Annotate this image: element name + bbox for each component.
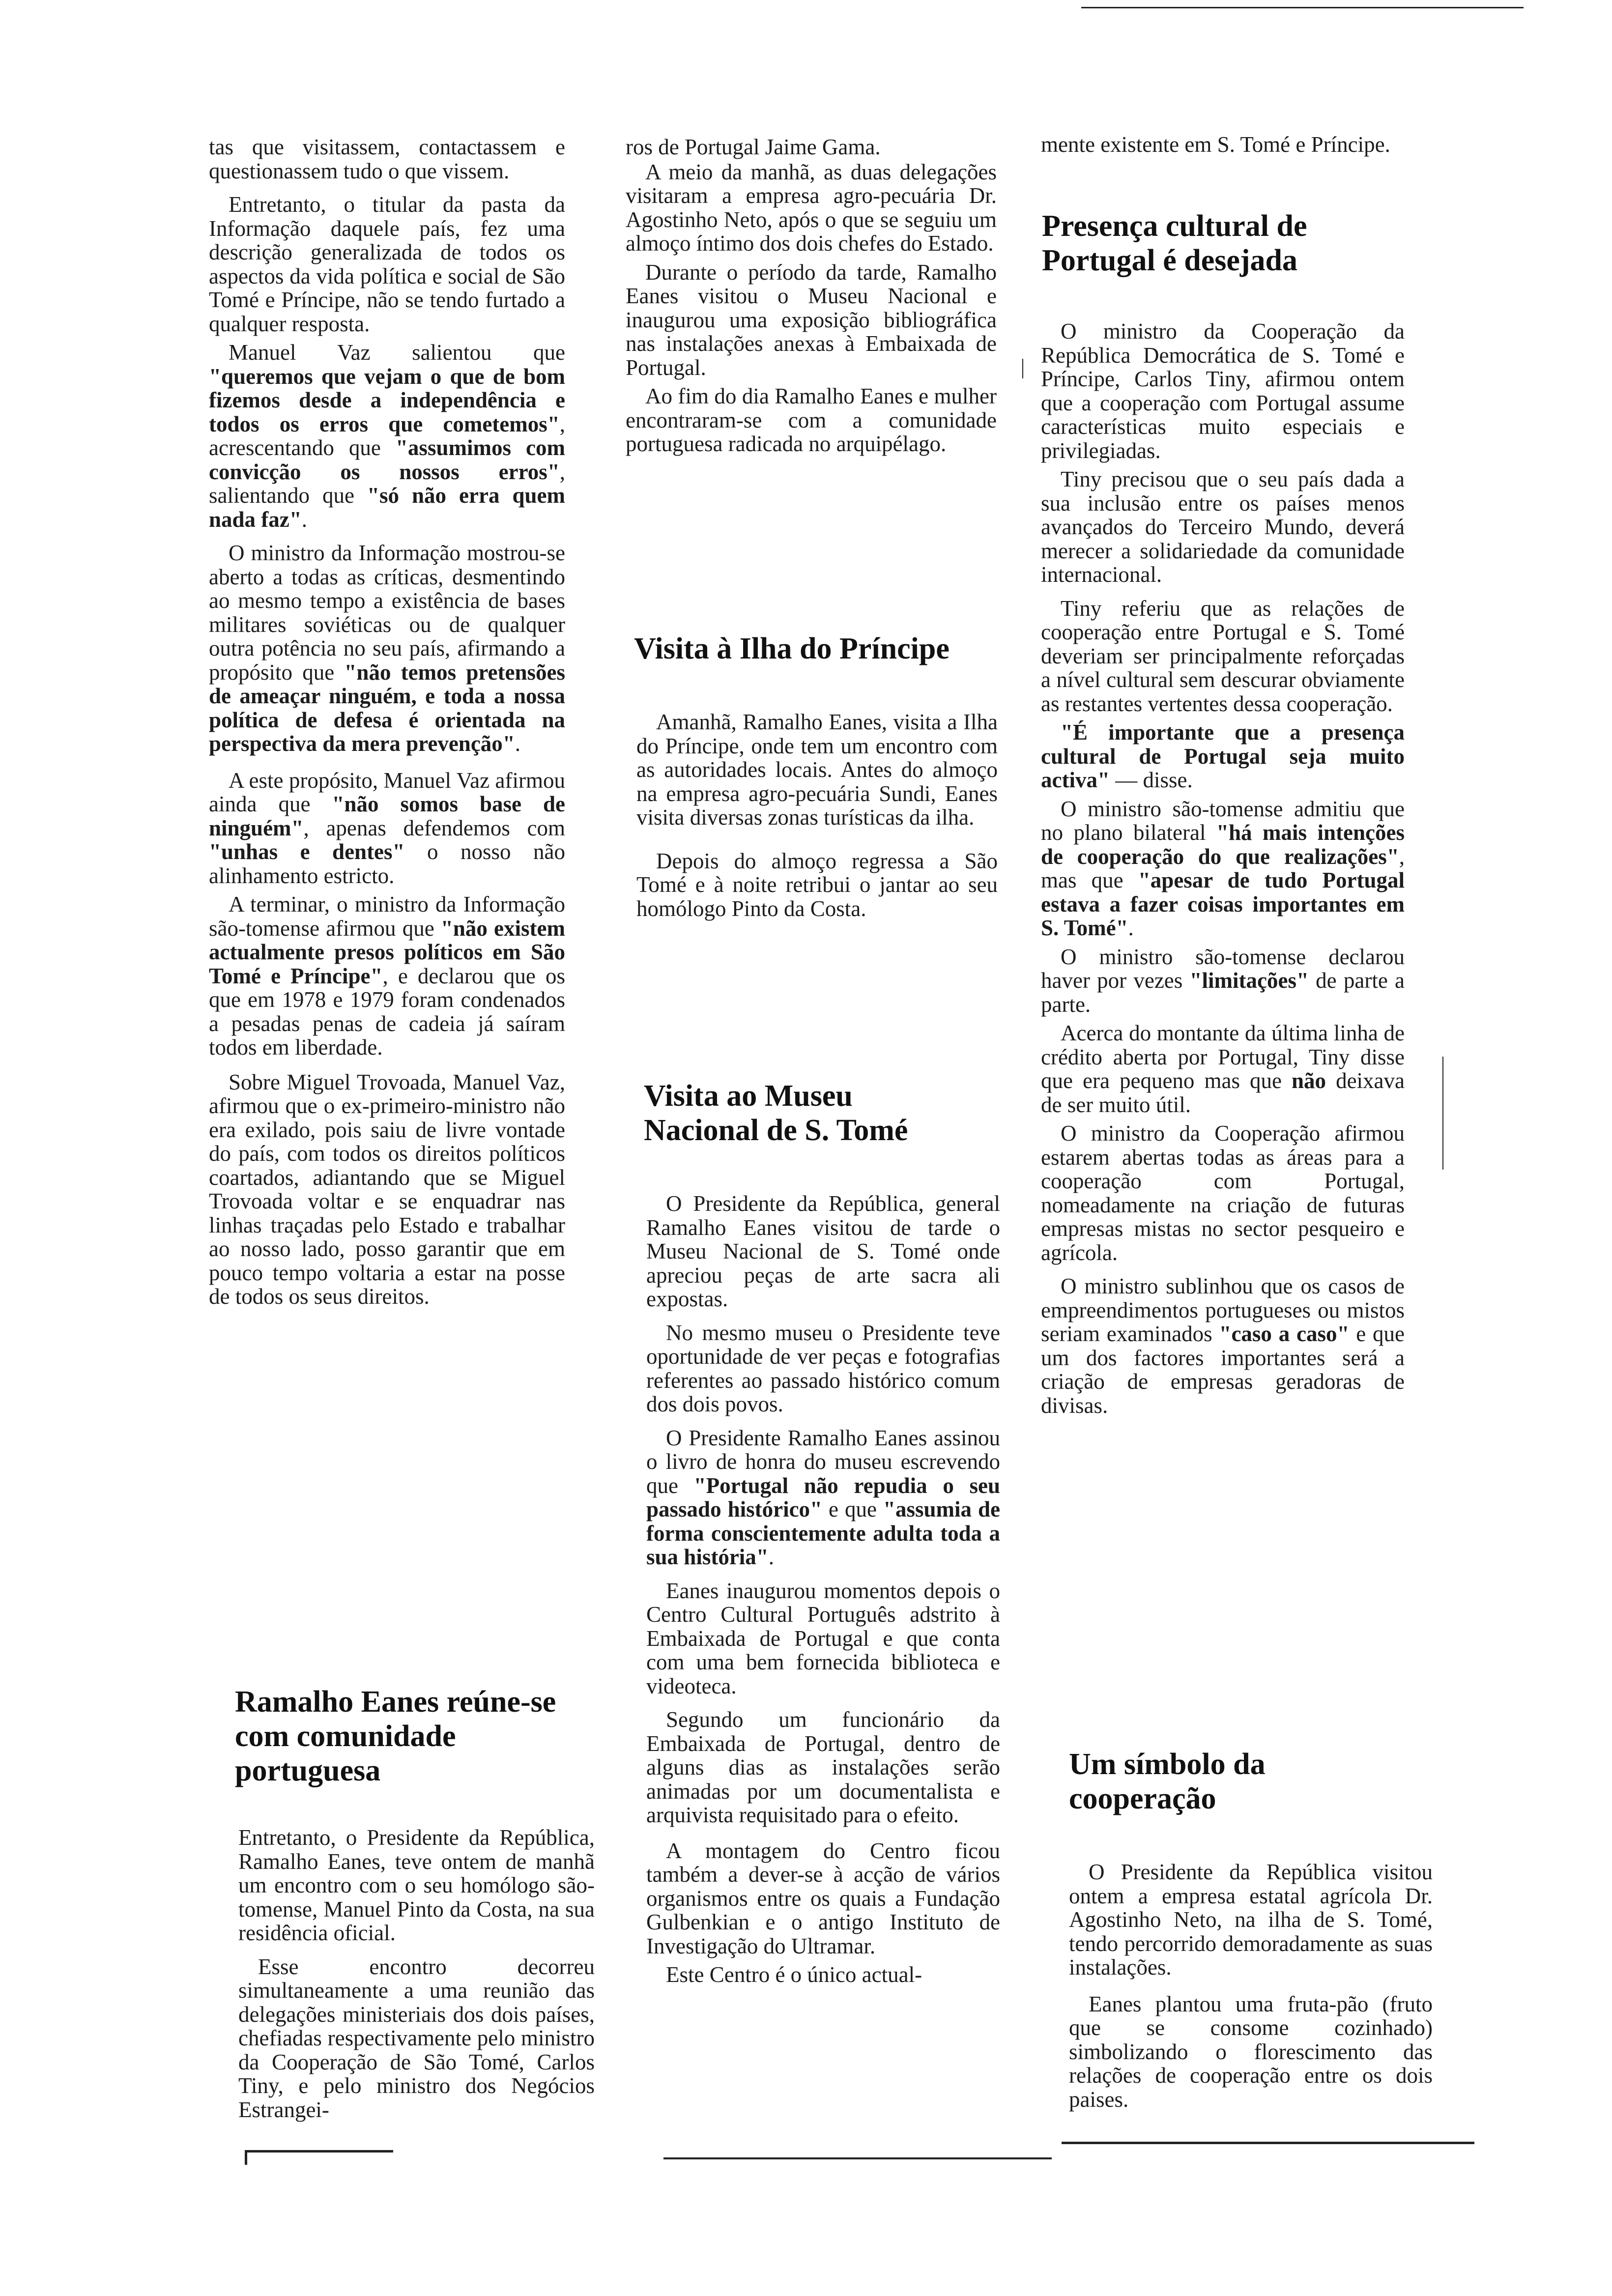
- column-2-museu: [646, 1192, 1000, 1992]
- column-1: [209, 135, 565, 1314]
- paragraph: ros de Portugal Jaime Gama.: [626, 135, 881, 159]
- paragraph: O ministro da Cooperação afirmou estarem abertas todas as áreas para a cooperação com Portugal, nomeadamente na criação de futuras empresas mistas no sector pesqueiro e agrícola.: [1041, 1121, 1405, 1265]
- paragraph: O ministro são-tomense admitiu que no plano bilateral "há mais intenções de cooperação do que realizações", mas que "apesar de tudo Portugal estava a fazer coisas importantes em S. Tomé".: [1041, 796, 1405, 940]
- paragraph: O Presidente da República, general Ramalho Eanes visitou de tarde o Museu Nacional de S. Tomé onde apreciou peças de arte sacra ali expostas.: [646, 1191, 1000, 1311]
- heading-visita-ilha-principe: Visita à Ilha do Príncipe: [634, 632, 950, 665]
- column-2-principe: [636, 710, 998, 925]
- bottom-rule-col1-tick: [245, 2150, 247, 2165]
- paragraph: Ao fim do dia Ramalho Eanes e mulher encontraram-se com a comunidade portuguesa radicada no arquipélago.: [626, 384, 997, 456]
- paragraph: "É importante que a presença cultural de Portugal seja muito activa" — disse.: [1041, 720, 1405, 792]
- paragraph: Depois do almoço regressa a São Tomé e à noite retribui o jantar ao seu homólogo Pinto da Costa.: [636, 848, 998, 921]
- paragraph: A este propósito, Manuel Vaz afirmou ainda que "não somos base de ninguém", apenas defendemos com "unhas e dentes" o nosso não alinhamento estricto.: [209, 768, 566, 888]
- bottom-rule-col1: [246, 2150, 393, 2152]
- bottom-rule-col2: [663, 2157, 1052, 2159]
- heading-ramalho-eanes-reune: Ramalho Eanes reúne-se com comunidade portuguesa: [235, 1685, 556, 1787]
- column-2: [626, 135, 997, 461]
- column-3-simbolo: [1069, 1860, 1433, 2116]
- paragraph: Tiny precisou que o seu país dada a sua inclusão entre os países menos avançados do Terceiro Mundo, deverá merecer a solidariedade da comunidade internacional.: [1041, 467, 1405, 587]
- paragraph: Tiny referiu que as relações de cooperação entre Portugal e S. Tomé deveriam ser principalmente reforçadas a nível cultural sem descurar obviamente as restantes vertentes dessa cooperação.: [1041, 596, 1405, 716]
- paragraph: Entretanto, o Presidente da República, Ramalho Eanes, teve ontem de manhã um encontro com o seu homólogo são-tomense, Manuel Pinto da Costa, na sua residência oficial.: [238, 1825, 595, 1945]
- heading-visita-museu: Visita ao Museu Nacional de S. Tomé: [644, 1079, 908, 1147]
- column-rule-right: [1442, 1057, 1443, 1170]
- paragraph: O ministro são-tomense declarou haver por vezes "limitações" de parte a parte.: [1041, 944, 1405, 1017]
- paragraph: Manuel Vaz salientou que "queremos que vejam o que de bom fizemos desde a independência e todos os erros que cometemos", acrescentando que "assumimos com convicção os nossos erros", salientando que "só não erra quem nada faz".: [209, 340, 565, 532]
- paragraph: Acerca do montante da última linha de crédito aberta por Portugal, Tiny disse que era pequeno mas que não deixava de ser muito útil.: [1041, 1021, 1405, 1117]
- paragraph: O Presidente Ramalho Eanes assinou o livro de honra do museu escrevendo que "Portugal não repudia o seu passado histórico" e que "assumia de forma conscientemente adulta toda a sua história".: [646, 1425, 1000, 1569]
- paragraph: Eanes inaugurou momentos depois o Centro Cultural Português adstrito à Embaixada de Portugal e que conta com uma bem fornecida biblioteca e videoteca.: [646, 1578, 1000, 1698]
- paragraph: Esse encontro decorreu simultaneamente a uma reunião das delegações ministeriais dos dois países, chefiadas respectivamente pelo ministro da Cooperação de São Tomé, Carlos Tiny, e pelo ministro dos Negócios Estrangei-: [238, 1954, 595, 2122]
- paragraph: O ministro da Cooperação da República Democrática de S. Tomé e Príncipe, Carlos Tiny, afirmou ontem que a cooperação com Portugal assume características muito especiais e privilegiadas.: [1041, 319, 1405, 463]
- paragraph: Segundo um funcionário da Embaixada de Portugal, dentro de alguns dias as instalações serão animadas por um documentalista e arquivista requisitado para o efeito.: [646, 1707, 1000, 1827]
- paragraph: A meio da manhã, as duas delegações visitaram a empresa agro-pecuária Dr. Agostinho Neto, após o que se seguiu um almoço íntimo dos dois chefes do Estado.: [626, 159, 997, 256]
- column-3-presenca: [1041, 319, 1405, 1422]
- paragraph: O ministro da Informação mostrou-se aberto a todas as críticas, desmentindo ao mesmo tempo a existência de bases militares soviéticas ou de qualquer outra potência no seu país, afirmando a propósito que "não temos pretensões de ameaçar ninguém, e toda a nossa política de defesa é orientada na perspectiva da mera prevenção".: [209, 541, 565, 756]
- column-1-lower: [238, 1826, 595, 2126]
- top-rule: [1081, 7, 1524, 8]
- bottom-rule-col3: [1062, 2142, 1474, 2144]
- column-3: [1041, 133, 1405, 162]
- paragraph: mente existente em S. Tomé e Príncipe.: [1041, 132, 1390, 157]
- paragraph: O Presidente da República visitou ontem a empresa estatal agrícola Dr. Agostinho Neto, na ilha de S. Tomé, tendo percorrido demoradamente as suas instalações.: [1069, 1860, 1433, 1980]
- paragraph: Eanes plantou uma fruta-pão (fruto que se consome cozinhado) simbolizando o florescimento das relações de cooperação entre os dois paises.: [1069, 1991, 1433, 2112]
- paragraph: Amanhã, Ramalho Eanes, visita a Ilha do Príncipe, onde tem um encontro com as autoridades locais. Antes do almoço na empresa agro-pecuária Sundi, Eanes visita diversas zonas turísticas da ilha.: [636, 710, 998, 830]
- paragraph: A terminar, o ministro da Informação são-tomense afirmou que "não existem actualmente presos políticos em São Tomé e Príncipe", e declarou que os que em 1978 e 1979 foram condenados a pesadas penas de cadeia já saíram todos em liberdade.: [209, 892, 565, 1060]
- heading-presenca-cultural: Presença cultural de Portugal é desejada: [1042, 209, 1307, 277]
- paragraph: No mesmo museu o Presidente teve oportunidade de ver peças e fotografias referentes ao passado histórico comum dos dois povos.: [646, 1320, 1000, 1416]
- column-rule-2-3: [1022, 359, 1023, 378]
- paragraph: tas que visitassem, contactassem e questionassem tudo o que vissem.: [209, 135, 565, 183]
- paragraph: O ministro sublinhou que os casos de empreendimentos portugueses ou mistos seriam examinados "caso a caso" e que um dos factores importantes será a criação de empresas geradoras de divisas.: [1041, 1274, 1405, 1418]
- paragraph: Entretanto, o titular da pasta da Informação daquele país, fez uma descrição generalizada de todos os aspectos da vida política e social de São Tomé e Príncipe, não se tendo furtado a qualquer resposta.: [209, 192, 565, 336]
- paragraph: Durante o período da tarde, Ramalho Eanes visitou o Museu Nacional e inaugurou uma exposição bibliográfica nas instalações anexas à Embaixada de Portugal.: [626, 259, 997, 380]
- paragraph: Sobre Miguel Trovoada, Manuel Vaz, afirmou que o ex-primeiro-ministro não era exilado, pois saiu de livre vontade do país, com todos os direitos políticos coartados, adiantando que se Miguel Trovoada voltar e se enquadrar nas linhas traçadas pelo Estado e trabalhar ao nosso lado, posso garantir que em pouco tempo voltaria a estar na posse de todos os seus direitos.: [209, 1069, 565, 1309]
- paragraph: A montagem do Centro ficou também a dever-se à acção de vários organismos entre os quais a Fundação Gulbenkian e o antigo Instituto de Investigação do Ultramar.: [646, 1838, 1000, 1958]
- heading-um-simbolo: Um símbolo da cooperação: [1069, 1748, 1266, 1815]
- paragraph: Este Centro é o único actual-: [666, 1962, 922, 1987]
